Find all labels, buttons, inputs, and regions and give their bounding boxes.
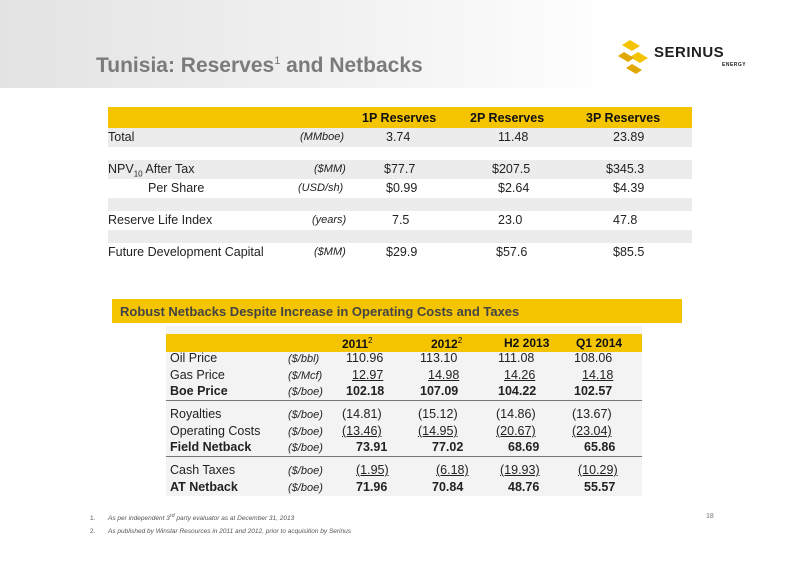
header-h2-2013: H2 2013 xyxy=(504,336,550,350)
logo-mark-icon xyxy=(618,40,652,74)
netbacks-row: Gas Price ($/Mcf) 12.97 14.98 14.26 14.18 xyxy=(170,368,614,382)
header-3p: 3P Reserves xyxy=(586,111,661,125)
header-2p: 2P Reserves xyxy=(470,111,545,125)
netbacks-row: Boe Price ($/boe) 102.18 107.09 104.22 102.57 xyxy=(170,384,613,398)
netbacks-row: Field Netback ($/boe) 73.91 77.02 68.69 65.86 xyxy=(170,440,616,454)
reserves-row-dev-capital: Future Development Capital ($MM) $29.9 $57.6 $85.5 xyxy=(108,245,645,259)
footnotes xyxy=(90,510,351,538)
logo-wordmark: SERINUS xyxy=(654,44,725,61)
title-superscript: 1 xyxy=(274,55,281,67)
netbacks-row: AT Netback ($/boe) 71.96 70.84 48.76 55.57 xyxy=(170,480,616,494)
company-logo xyxy=(618,40,768,76)
reserves-table xyxy=(108,107,692,262)
netbacks-banner: Robust Netbacks Despite Increase in Operating Costs and Taxes xyxy=(112,299,682,323)
footnote-1: 1. As per independent 3rd party evaluator as at December 31, 2013 xyxy=(90,513,295,523)
separator xyxy=(166,456,642,457)
header-q1-2014: Q1 2014 xyxy=(576,336,623,350)
reserves-row-per-share: Per Share (USD/sh) $0.99 $2.64 $4.39 xyxy=(148,181,645,195)
page-number: 18 xyxy=(706,513,714,520)
netbacks-row: Cash Taxes ($/boe) (1.95) (6.18) (19.93) (10.29) xyxy=(170,463,618,477)
logo-subtext: ENERGY xyxy=(722,62,747,68)
reserves-row-npv: $NPV_{10}$ After Tax ($MM) $77.7 $207.5 $345.3 xyxy=(108,160,692,179)
netbacks-table xyxy=(166,326,642,496)
netbacks-row: Royalties ($/boe) (14.81) (15.12) (14.86) (13.67) xyxy=(170,407,612,421)
netbacks-row: Operating Costs ($/boe) (13.46) (14.95) (20.67) (23.04) xyxy=(170,424,612,438)
reserves-row-total: Total (MMboe) 3.74 11.48 23.89 xyxy=(108,128,692,147)
header-2012: 2012$^2$ xyxy=(431,336,463,351)
header-1p: 1P Reserves xyxy=(362,111,437,125)
header-2011: 2011$^2$ xyxy=(342,336,373,351)
reserves-row-life-index: Reserve Life Index (years) 7.5 23.0 47.8 xyxy=(108,213,638,227)
slide-title: Tunisia: Reserves$^1$ and Netbacks xyxy=(96,54,423,77)
separator xyxy=(166,400,642,401)
netbacks-row: Oil Price ($/bbl) 110.96 113.10 111.08 108.06 xyxy=(170,351,613,365)
reserves-header-row xyxy=(108,107,692,128)
footnote-2: 2. As published by Winstar Resources in 2011 and 2012, prior to acquisition by Serinus xyxy=(90,528,351,536)
